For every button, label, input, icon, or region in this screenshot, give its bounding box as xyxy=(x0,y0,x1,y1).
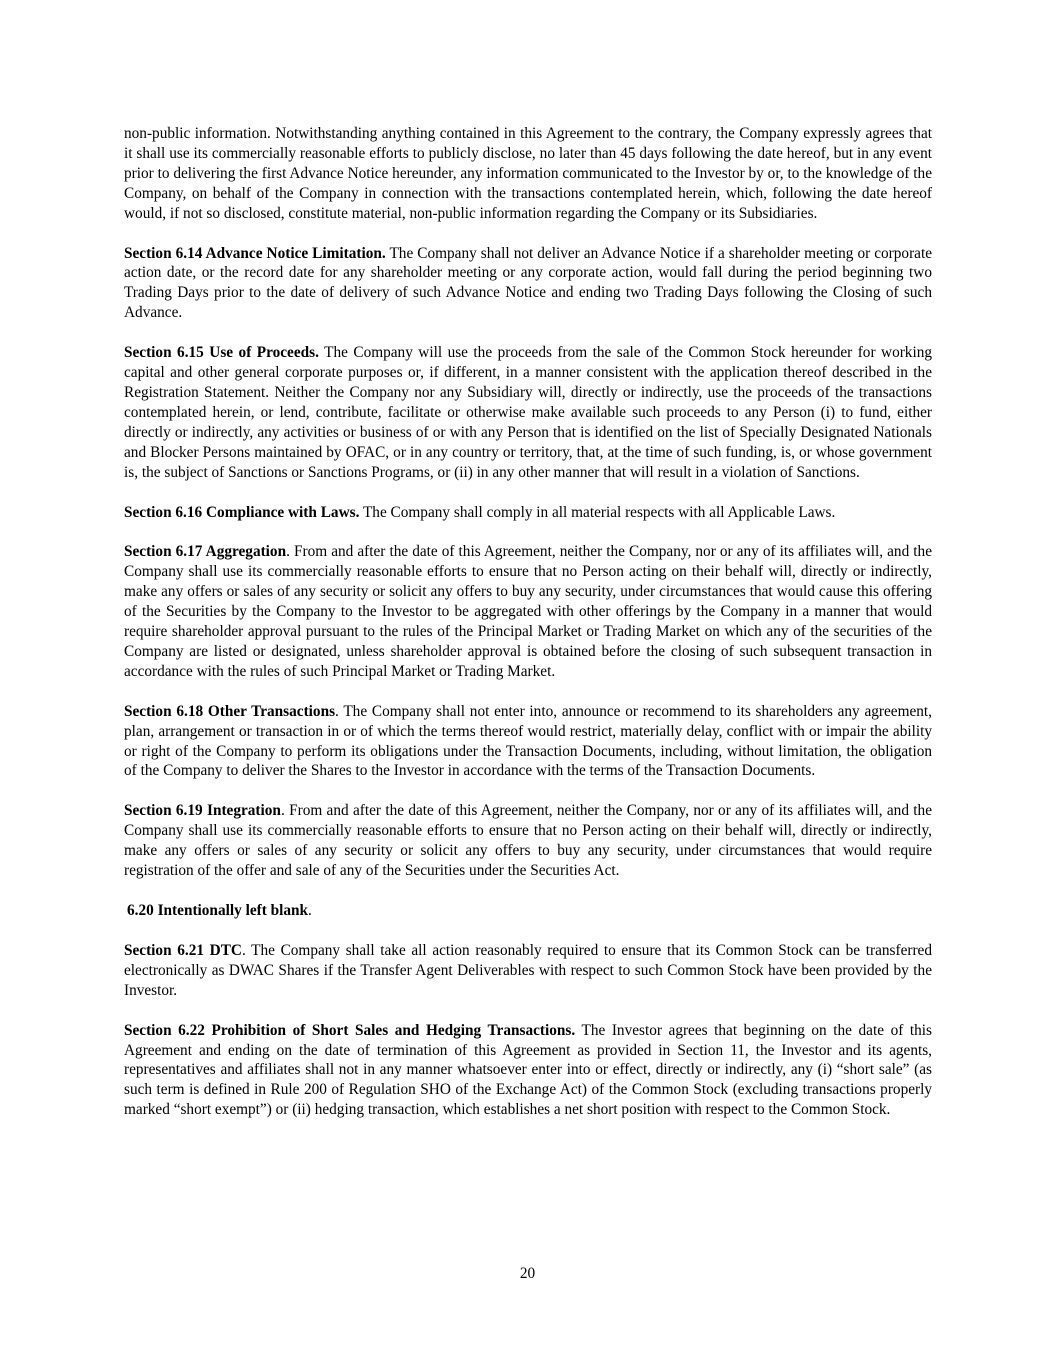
section-heading: Section 6.22 Prohibition of Short Sales and Hedging Transactions. xyxy=(124,1021,576,1039)
page-number: 20 xyxy=(519,1265,536,1282)
section-6-22-paragraph xyxy=(124,1021,932,1121)
section-6-15-paragraph xyxy=(124,343,932,482)
section-6-17-paragraph xyxy=(124,542,932,681)
section-6-18-paragraph xyxy=(124,702,932,782)
paragraph-text: non-public information. Notwithstanding anything contained in this Agreement to the contrary, the Company expressly agrees that it shall use its commercially reasonable efforts to publicly disclose, no later than 45 days following the date hereof, but in any event prior to delivering the first Advance Notice hereunder, any information communicated to the Investor by or, to the knowledge of the Company, on behalf of the Company in connection with the transactions contemplated herein, which, following the date hereof would, if not so disclosed, constitute material, non-public information regarding the Company or its Subsidiaries. xyxy=(124,125,932,222)
section-heading: Section 6.18 Other Transactions xyxy=(124,702,336,720)
document-page xyxy=(124,124,932,1140)
section-6-20-paragraph xyxy=(124,901,932,921)
paragraph-text: The Company will use the proceeds from the sale of the Common Stock hereunder for working capital and other general corporate purposes or, if different, in a manner consistent with the application thereof described in the Registration Statement. Neither the Company nor any Subsidiary will, directly or indirectly, use the proceeds of the transactions contemplated herein, or lend, contribute, facilitate or otherwise make available such proceeds to any Person (i) to fund, either directly or indirectly, any activities or business of or with any Person that is identified on the list of Specially Designated Nationals and Blocker Persons maintained by OFAC, or in any country or territory, that, at the time of such funding, is, or whose government is, the subject of Sanctions or Sanctions Programs, or (ii) in any other manner that will result in a violation of Sanctions. xyxy=(124,344,933,481)
paragraph-text: The Company shall comply in all material respects with all Applicable Laws. xyxy=(359,503,836,521)
section-6-16-paragraph xyxy=(124,503,932,523)
section-heading: Section 6.14 Advance Notice Limitation. xyxy=(124,244,386,262)
section-heading: Section 6.19 Integration xyxy=(124,802,281,820)
paragraph-text: . xyxy=(308,902,312,919)
section-heading: 6.20 Intentionally left blank xyxy=(127,902,309,919)
section-6-19-paragraph xyxy=(124,801,932,881)
section-heading: Section 6.21 DTC xyxy=(124,941,242,959)
section-6-21-paragraph xyxy=(124,941,932,1001)
section-heading: Section 6.17 Aggregation xyxy=(124,543,287,561)
paragraph-continuation xyxy=(124,124,932,224)
paragraph-text: . The Company shall not enter into, announce or recommend to its shareholders any agreement, plan, arrangement or transaction in or of which the terms thereof would restrict, materially delay, conflict with or impair the ability or right of the Company to perform its obligations under the Transaction Documents, including, without limitation, the obligation of the Company to deliver the Shares to the Investor in accordance with the terms of the Transaction Documents. xyxy=(124,702,932,780)
section-heading: Section 6.15 Use of Proceeds. xyxy=(124,344,319,362)
paragraph-text: The Investor agrees that beginning on the date of this Agreement and ending on the date of termination of this Agreement as provided in Section 11, the Investor and its agents, representatives and affiliates shall not in any manner whatsoever enter into or effect, directly or indirectly, any (i) “short sale” (as such term is defined in Rule 200 of Regulation SHO of the Exchange Act) of the Common Stock (excluding transactions properly marked “short exempt”) or (ii) hedging transaction, which establishes a net short position with respect to the Common Stock. xyxy=(124,1021,932,1119)
paragraph-text: . From and after the date of this Agreement, neither the Company, nor or any of its affiliates will, and the Company shall use its commercially reasonable efforts to ensure that no Person acting on their behalf will, directly or indirectly, make any offers or sales of any security or solicit any offers to buy any security, under circumstances that would require registration of the offer and sale of any of the Securities under the Securities Act. xyxy=(124,802,932,880)
paragraph-text: . The Company shall take all action reasonably required to ensure that its Common Stock can be transferred electronically as DWAC Shares if the Transfer Agent Deliverables with respect to such Common Stock have been provided by the Investor. xyxy=(124,941,932,999)
paragraph-text: . From and after the date of this Agreement, neither the Company, nor or any of its affiliates will, and the Company shall use its commercially reasonable efforts to ensure that no Person acting on their behalf will, directly or indirectly, make any offers or sales of any security or solicit any offers to buy any security, under circumstances that would cause this offering of the Securities by the Company to the Investor to be aggregated with other offerings by the Company in a manner that would require shareholder approval pursuant to the rules of the Principal Market or Trading Market on which any of the securities of the Company are listed or designated, unless shareholder approval is obtained before the closing of such subsequent transaction in accordance with the rules of such Principal Market or Trading Market. xyxy=(124,543,932,680)
paragraph-text: The Company shall not deliver an Advance Notice if a shareholder meeting or corporate action date, or the record date for any shareholder meeting or any corporate action, would fall during the period beginning two Trading Days prior to the date of delivery of such Advance Notice and ending two Trading Days following the Closing of such Advance. xyxy=(124,244,932,322)
section-6-14-paragraph xyxy=(124,244,932,324)
section-heading: Section 6.16 Compliance with Laws. xyxy=(124,503,360,521)
